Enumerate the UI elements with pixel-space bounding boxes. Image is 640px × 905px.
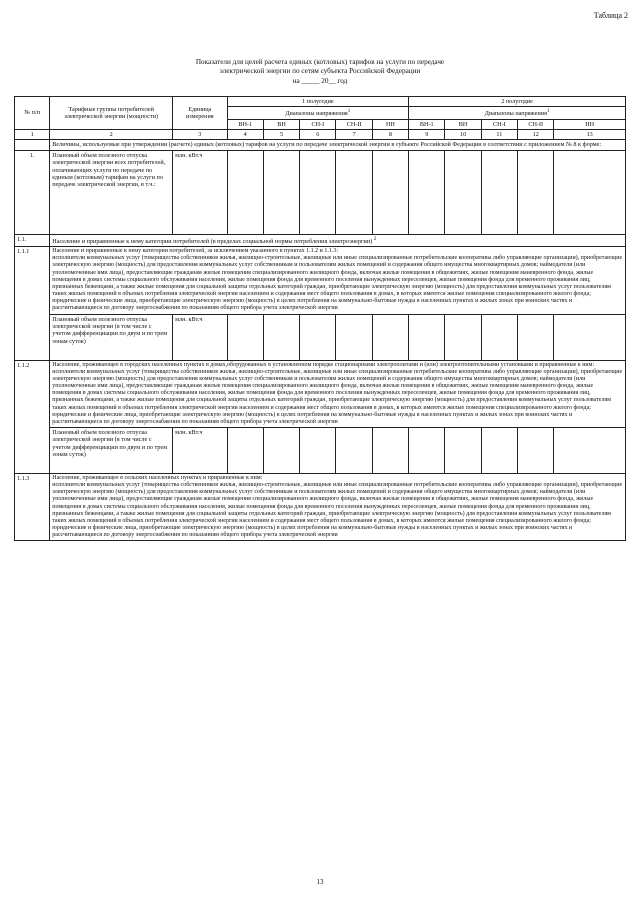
col-number: 9 [409,130,445,140]
header-half1: 1 полугодие [227,97,409,107]
col-number: 8 [372,130,408,140]
page-number: 13 [316,878,324,886]
header-half2: 2 полугодие [409,97,626,107]
col-number: 1 [15,130,50,140]
header-unit: Единица измерения [173,97,227,130]
row-num: 1.1. [15,234,50,246]
row-num: 1.1.1 [15,247,50,360]
table-row [15,234,626,246]
paragraph: исполнители коммунальных услуг (товарищества собственников жилья, жилищно-строительные, жилищные или иные специализированные потребительские кооперативы либо управляющие организации), приобретающие электрическую энергию (мощность) для предоставления коммунальных услуг собственникам и пользователям жилых помещений и содержания общего имущества многоквартирных домов; наймодатели (или уполномоченные ими лица), предоставляющие гражданам жилые помещения специализированного жилищного фонда, включая жилые помещения в общежитиях, жилые помещения маневренного фонда, жилые помещения в домах системы социального обслуживания населения, жилые помещения фонда для временного поселения вынужденных переселенцев, жилые помещения фонда для временного проживания лиц, признанных беженцами, а также жилые помещения для социальной защиты отдельных категорий граждан, приобретающие электрическую энергию (мощность) для предоставления коммунальных услуг пользователям таких жилых помещений в объемах потребления электрической энергии населением и содержания мест общего пользования в домах, в которых имеются жилые помещения специализированного жилого фонда; [52,255,623,298]
col-number: 2 [50,130,173,140]
col-number: 12 [518,130,554,140]
header-ranges2: Диапазоны напряжения$^1$ [409,107,626,119]
col-number: 5 [263,130,299,140]
row-num: 1.1.3 [15,473,50,540]
row-text [50,473,626,540]
row-text: Плановый объем полезного отпуска электрической энергии (в том числе с учетом дифференциации по двум и по трем зонам суток) [50,314,173,360]
col-number: 4 [227,130,263,140]
col-number: 7 [336,130,372,140]
table-row [15,427,626,473]
level-h1: НН [372,119,408,129]
table-row [15,314,626,360]
level-h2: ВН-1 [409,119,445,129]
level-h2: ВН [445,119,481,129]
paragraph: исполнители коммунальных услуг (товарищества собственников жилья, жилищно-строительные, жилищные или иные специализированные потребительские кооперативы либо управляющие организации), приобретающие электрическую энергию (мощность) для предоставления коммунальных услуг собственникам и пользователям жилых помещений и содержания общего имущества многоквартирных домов; наймодатели (или уполномоченные ими лица), предоставляющие гражданам жилые помещения специализированного жилищного фонда, включая жилые помещения в общежитиях, жилые помещения маневренного фонда, жилые помещения в домах системы социального обслуживания населения, жилые помещения фонда для временного поселения вынужденных переселенцев, жилые помещения фонда для временного проживания лиц, признанных беженцами, а также жилые помещения для социальной защиты отдельных категорий граждан, приобретающие электрическую энергию (мощность) для предоставления коммунальных услуг пользователям таких жилых помещений в объемах потребления электрической энергии населением и содержания мест общего пользования в домах, в которых имеются жилые помещения специализированного жилого фонда; [52,368,623,411]
paragraph: Население, проживающее в сельских населенных пунктах и приравненные к ним: [52,474,263,481]
header-ranges1: Диапазоны напряжения$^1$ [227,107,409,119]
row-num: 1. [15,150,50,234]
row-num: 1.1.2 [15,360,50,473]
level-h2: СН-I [481,119,517,129]
column-numbers-row [15,130,626,140]
col-number: 6 [300,130,336,140]
title-line-1: Показатели для целей расчета единых (котловых) тарифов на услуги по передаче [195,58,445,66]
table-row [15,473,626,540]
col-number: 13 [554,130,626,140]
tariff-table [14,96,626,541]
col-number: 10 [445,130,481,140]
level-h2: НН [554,119,626,129]
header-num: № п/п [15,97,50,130]
row-text: Плановый объем полезного отпуска электрической энергии (в том числе с учетом дифференциации по двум и по трем зонам суток) [50,427,173,473]
table-row [15,247,626,314]
row-text [50,360,626,427]
title-line-2: электрической энергии по сетям субъекта Российской Федерации [219,67,421,75]
paragraph: Население, проживающее в городских населенных пунктах в домах,оборудованных в установленном порядке стационарными электроплитами и (или) электроотопительными установками и приравненные к ним: [52,361,595,368]
level-h1: ВН [263,119,299,129]
paragraph: юридические и физические лица, приобретающие электрическую энергию (мощность) в целях потребления на коммунально-бытовые нужды в населенных пунктах и жилых зонах при воинских частях и рассчитывающиеся по договору энергоснабжения по показаниям общего прибора учета электрической энергии [52,298,573,312]
row-unit: млн. кВт.ч [173,150,227,234]
table-row [15,360,626,427]
paragraph: Население и приравненные к нему категории потребителей, за исключением указанного в пунктах 1.1.2 и 1.1.3: [52,248,339,255]
table-row [15,150,626,234]
section-intro: Величины, используемые при утверждении (расчете) единых (котловых) тарифов на услуги по передаче электрической энергии в субъекте Российской Федерации в соответствии с приложением № 8 к форме: [50,140,626,150]
paragraph: юридические и физические лица, приобретающие электрическую энергию (мощность) в целях потребления на коммунально-бытовые нужды в населенных пунктах и жилых зонах при воинских частях и рассчитывающиеся по договору энергоснабжения по показаниям общего прибора учета электрической энергии [52,411,573,425]
level-h1: ВН-1 [227,119,263,129]
paragraph: юридические и физические лица, приобретающие электрическую энергию (мощность) в целях потребления на коммунально-бытовые нужды в населенных пунктах и жилых зонах при воинских частях и рассчитывающиеся по договору энергоснабжения по показаниям общего прибора учета электрической энергии [52,525,573,539]
row-text: Плановый объем полезного отпуска электрической энергии всех потребителей, оплачивающих услуги по передаче по единым (котловым) тарифам на услуги по передаче электрической энергии, в т.ч.: [50,150,173,234]
col-number: 3 [173,130,227,140]
level-h2: СН-II [518,119,554,129]
row-text: Население и приравненные к нему категории потребителей (в пределах социальной нормы потребления электроэнергии) $^2$ [50,234,626,246]
level-h1: СН-II [336,119,372,129]
level-h1: СН-I [300,119,336,129]
paragraph: исполнители коммунальных услуг (товарищества собственников жилья, жилищно-строительные, жилищные или иные специализированные потребительские кооперативы либо управляющие организации), приобретающие электрическую энергию (мощность) для предоставления коммунальных услуг собственникам и пользователям жилых помещений и содержания общего имущества многоквартирных домов; наймодатели (или уполномоченные ими лица), предоставляющие гражданам жилые помещения специализированного жилищного фонда, включая жилые помещения в общежитиях, жилые помещения маневренного фонда, жилые помещения в домах системы социального обслуживания населения, жилые помещения фонда для временного поселения вынужденных переселенцев, жилые помещения фонда для временного проживания лиц, признанных беженцами, а также жилые помещения для социальной защиты отдельных категорий граждан, приобретающие электрическую энергию (мощность) для предоставления коммунальных услуг пользователям таких жилых помещений в объемах потребления электрической энергии населением и содержания мест общего пользования в домах, в которых имеются жилые помещения специализированного жилого фонда; [52,482,623,524]
col-number: 11 [481,130,517,140]
row-unit: млн. кВт.ч [173,314,227,360]
header-groups: Тарифные группы потребителей электрической энергии (мощности) [50,97,173,130]
row-text [50,247,626,314]
table-label: Таблица 2 [593,11,628,20]
row-unit: млн. кВт.ч [173,427,227,473]
section-intro-row [15,140,626,150]
title-line-3: на _____ 20__ год [292,77,348,85]
